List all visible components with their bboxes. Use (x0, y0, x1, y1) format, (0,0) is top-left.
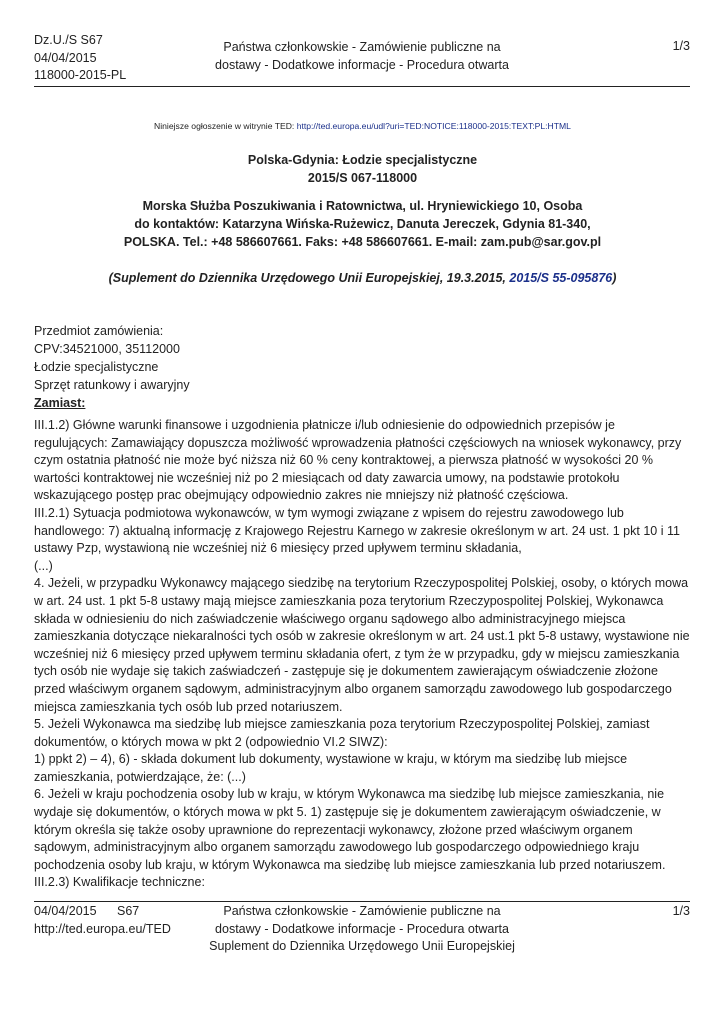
footer-center-line2: dostawy - Dodatkowe informacje - Procedura otwarta (215, 921, 509, 936)
subject-name-1: Łodzie specjalistyczne (34, 360, 159, 374)
paragraph: 6. Jeżeli w kraju pochodzenia osoby lub w kraju, w którym Wykonawca ma siedzibę lub miejsce zamieszkania, nie wydaje się dokumentów, o których mowa w pkt 5. 1) zastępuje się je dokumentem zawierającym oświadczenie, w którym określa się także osoby uprawnione do reprezentacji wykonawcy, złożone przed właściwym organem sądowym, administracyjnym albo organem samorządu zawodowego lub gospodarczego odpowiedniego kraju pochodzenia osoby lub kraju, w którym Wykonawca ma siedzibę lub miejsce zamieszkania lub przed notariuszem. (34, 787, 666, 872)
subject-block (34, 322, 190, 412)
contracting-line3: POLSKA. Tel.: +48 586607661. Faks: +48 586607661. E-mail: zam.pub@sar.gov.pl (123, 235, 602, 249)
paragraph: III.2.3) Kwalifikacje techniczne: (34, 875, 205, 890)
notice-title-line2: 2015/S 067-118000 (307, 171, 418, 185)
paragraph: 4. Jeżeli, w przypadku Wykonawcy mającego siedzibę na terytorium Rzeczypospolitej Polskiej, osoby, o których mowa w art. 24 ust. 1 pkt 5-8 ustawy mają miejsce zamieszkania poza terytorium Rzeczypospolitej Polskiej, Wykonawca składa w odniesieniu do nich zaświadczenie właściwego organu sądowego albo administracyjnego miejsca zamieszkania dotyczące niekaralności tych osób w zakresie określonym w art. 24 ust.1 pkt 5-8 ustawy, wystawione nie wcześniej niż 6 miesięcy przed upływem terminu składania ofert, z tym że w przypadku, gdy w miejscu zamieszkania tych osób nie wydaje się takich zaświadczeń - zastępuje się je dokumentem zawierającym oświadczenie złożone przed właściwym organem sądowym, administracyjnym albo organem samorządu zawodowego lub gospodarczego miejsca zamieszkania tych osób lub przed notariuszem. (34, 576, 690, 714)
page-footer (34, 903, 690, 963)
paragraph: III.2.1) Sytuacja podmiotowa wykonawców, w tym wymogi związane z wpisem do rejestru zawodowego lub handlowego: 7) aktualną informację z Krajowego Rejestru Karnego w zakresie określonym w art. 24 ust. 1 pkt 10 i 11 ustawy Pzp, wystawioną nie wcześniej niż 6 miesięcy przed upływem terminu składania, (34, 505, 680, 556)
header-center-line1: Państwa członkowskie - Zamówienie publiczne na (223, 40, 501, 54)
notice-title-line1: Polska-Gdynia: Łodzie specjalistyczne (247, 153, 478, 167)
ted-notice (0, 121, 725, 131)
subject-name-2: Sprzęt ratunkowy i awaryjny (34, 378, 190, 392)
supplement-link[interactable]: 2015/S 55-095876 (509, 271, 613, 285)
footer-center (34, 903, 690, 956)
header-date: 04/04/2015 (34, 50, 97, 65)
supplement-reference (0, 271, 725, 285)
header-center-line2: dostawy - Dodatkowe informacje - Procedura otwarta (215, 57, 509, 72)
paragraph: 1) ppkt 2) – 4), 6) - składa dokument lub dokumenty, wystawione w kraju, w którym ma siedzibę lub miejsce zamieszkania, potwierdzające, że: (...) (34, 752, 628, 784)
footer-url: http://ted.europa.eu/TED (34, 921, 171, 936)
header-divider (34, 86, 690, 87)
subject-label: Przedmiot zamówienia: (34, 324, 164, 338)
paragraph: III.1.2) Główne warunki finansowe i uzgodnienia płatnicze i/lub odniesienie do odpowiednich przepisów je regulujących: Zamawiający dopuszcza możliwość wprowadzenia płatności częściowych na wniosek wykonawcy, przy czym ostatnia płatność nie może być niższa niż 60 % ceny kontraktowej, a pierwsza płatność w wysokości 20 % wartości kontraktowej nie wcześniej niż po 2 miesiącach od daty zawarcia umowy, na podstawie protokołu wskazującego postęp prac obejmujący odpowiednio zakres nie mniejszy niż płatność częściowa. (34, 418, 682, 503)
contracting-authority (0, 197, 725, 251)
contracting-line1: Morska Służba Poszukiwania i Ratownictwa, ul. Hryniewickiego 10, Osoba (142, 199, 583, 213)
footer-divider (34, 901, 690, 902)
header-notice-id: 118000-2015-PL (34, 68, 127, 82)
paragraph: (...) (34, 558, 53, 573)
instead-heading: Zamiast: (34, 396, 86, 410)
footer-series: S67 (117, 904, 140, 918)
footer-center-line3: Suplement do Dziennika Urzędowego Unii Europejskiej (209, 939, 515, 953)
body-text (34, 417, 690, 892)
header-oj-ref: Dz.U./S S67 (34, 33, 103, 47)
ted-notice-prefix: Niniejsze ogłoszenie w witrynie TED: (154, 121, 295, 131)
supplement-prefix: (Suplement do Dziennika Urzędowego Unii Europejskiej, 19.3.2015, (108, 271, 506, 285)
header-page-number: 1/3 (672, 39, 690, 53)
paragraph: 5. Jeżeli Wykonawca ma siedzibę lub miejsce zamieszkania poza terytorium Rzeczypospolitej Polskiej, zamiast dokumentów, o których mowa w pkt 2 (odpowiednio VI.2 SIWZ): (34, 717, 650, 749)
contracting-line2: do kontaktów: Katarzyna Wińska-Rużewicz, Danuta Jereczek, Gdynia 81-340, (134, 217, 591, 231)
header-center (34, 39, 690, 74)
subject-cpv: CPV:34521000, 35112000 (34, 342, 180, 356)
page-header (34, 32, 690, 86)
notice-title (0, 151, 725, 187)
footer-date: 04/04/2015 (34, 904, 97, 918)
footer-center-line1: Państwa członkowskie - Zamówienie publiczne na (223, 904, 501, 918)
footer-page-number: 1/3 (672, 904, 690, 918)
ted-notice-link[interactable]: http://ted.europa.eu/udl?uri=TED:NOTICE:118000-2015:TEXT:PL:HTML (296, 121, 571, 131)
supplement-suffix: ) (612, 271, 617, 285)
